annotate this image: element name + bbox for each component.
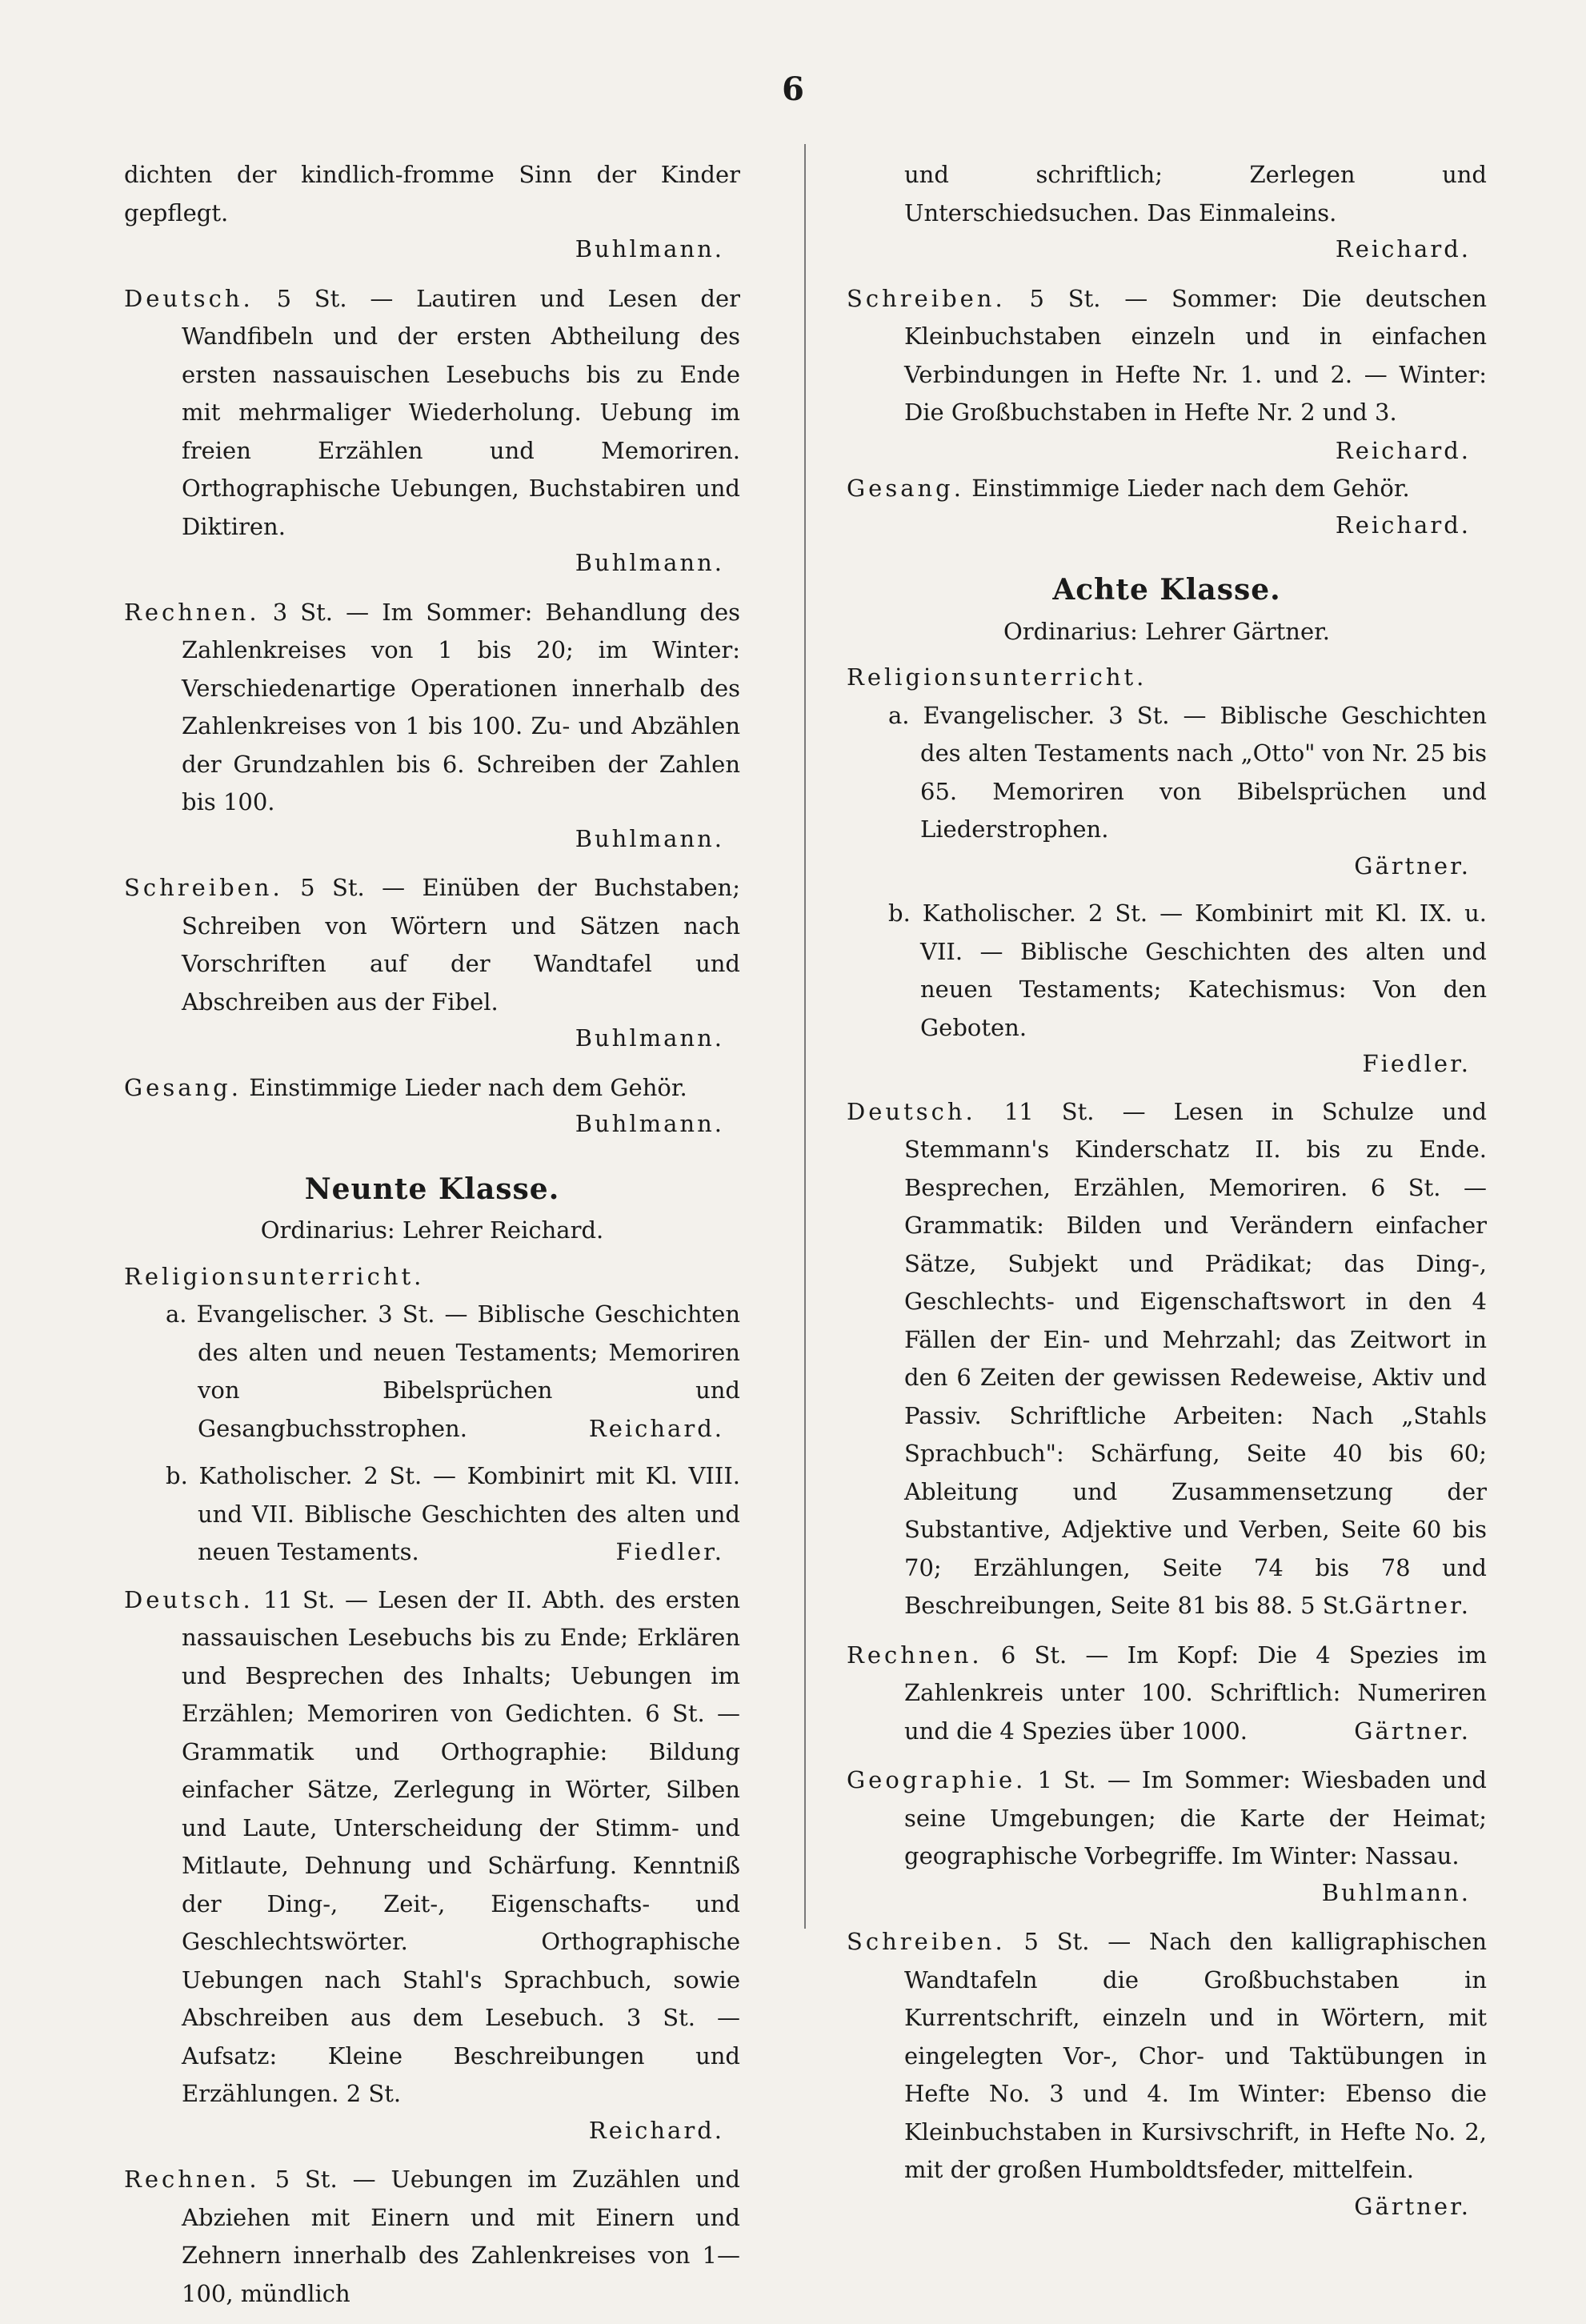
schreiben-entry-neunte [847,280,1487,464]
column-divider [804,144,806,1929]
page-number: 6 [782,70,804,108]
subject-label: Deutsch. [847,1097,976,1125]
rechnen-entry-achte [847,1637,1487,1751]
entry-text: 6 St. — Im Kopf: Die 4 Spezies im Zahlenkreis unter 100. Schriftlich: Numeriren und die 4 Spezies über 1000. [904,1641,1487,1745]
ordinarius-line: Ordinarius: Lehrer Gärtner. [1003,617,1331,645]
signature: Reichard. [1335,235,1471,262]
subject-label: Schreiben. [124,874,283,901]
signature: Buhlmann. [575,235,724,262]
subject-label: Gesang. [124,1073,242,1101]
entry-text: 11 St. — Lesen der II. Abth. des ersten nassauischen Lesebuchs bis zu Ende; Erklären und Besprechen des Inhalts; Uebungen im Erzählen; Memoriren von Gedichten. 6 St. — Grammatik und Orthographie: Bildung einfacher Sätze, Zerlegung in Wörter, Silben und Laute, Unterscheidung der Stimm- und Mitlaute, Dehnung und Schärfung. Kenntniß der Ding-, Zeit-, Eigenschafts- und Geschlechtswörter. Orthographische Uebungen nach Stahl's Sprachbuch, sowie Abschreiben aus dem Lesebuch. 3 St. — Aufsatz: Kleine Beschreibungen und Erzählungen. 2 St. [182,1585,741,2107]
signature: Fiedler. [1362,1050,1471,1077]
religion-a-entry [847,697,1487,886]
item-marker: b. [166,1462,188,1489]
item-marker: a. [888,701,910,729]
rechnen-entry-ix [124,594,740,859]
religion-a-entry [124,1296,740,1448]
signature: Buhlmann. [575,1024,724,1052]
class-heading-neunte: Neunte Klasse. [304,1172,560,1206]
signature: Buhlmann. [575,1110,724,1137]
signature: Gärtner. [1354,851,1471,880]
subject-label: Schreiben. [847,1928,1006,1955]
subject-label: Rechnen. [847,1641,983,1669]
entry-text: Katholischer. 2 St. — Kombinirt mit Kl. VIII. und VII. Biblische Geschichten des alten und neuen Testaments. [198,1462,740,1565]
religion-title: Religionsunterricht. [124,1262,425,1290]
religion-title: Religionsunterricht. [847,663,1147,691]
subject-label: Gesang. [847,475,964,502]
signature: Buhlmann. [575,824,724,852]
continuation-text: und schriftlich; Zerlegen und Unterschiedsuchen. Das Einmaleins. [904,161,1487,226]
entry-text: 5 St. — Nach den kalligraphischen Wandtafeln die Großbuchstaben in Kurrentschrift, einzeln und in Wörtern, mit eingelegten Vor-, Chor- und Taktübungen in Hefte No. 3 und 4. Im Winter: Ebenso die Kleinbuchstaben in Kursivschrift, in Hefte No. 2, mit der großen Humboldtsfeder, mittelfein. [904,1928,1488,2183]
left-column [124,156,740,2324]
entry-text: 1 St. — Im Sommer: Wiesbaden und seine Umgebungen; die Karte der Heimat; geographische Vorbegriffe. Im Winter: Nassau. [904,1766,1487,1869]
ordinarius-line: Ordinarius: Lehrer Reichard. [260,1216,604,1244]
gesang-entry-ix [124,1069,740,1144]
gesang-entry-neunte [847,470,1487,544]
item-marker: b. [888,900,911,927]
subject-label: Rechnen. [124,2166,260,2193]
rechnen-entry-neunte [124,2161,740,2313]
signature: Buhlmann. [1321,1878,1471,1906]
deutsch-entry-achte [847,1093,1487,1625]
signature: Fiedler. [615,1538,724,1565]
religion-b-entry [847,895,1487,1084]
subject-label: Deutsch. [124,1585,254,1613]
signature: Reichard. [1335,436,1471,464]
right-column [847,156,1487,2237]
entry-text: 5 St. — Sommer: Die deutschen Kleinbuchstaben einzeln und in einfachen Verbindungen in Hefte Nr. 1. und 2. — Winter: Die Großbuchstaben in Hefte Nr. 2 und 3. [904,284,1487,426]
signature: Gärtner. [1354,1592,1471,1619]
deutsch-entry-neunte [124,1581,740,2150]
signature: Reichard. [1335,511,1471,539]
signature: Buhlmann. [575,549,724,576]
entry-text: 5 St. — Einüben der Buchstaben; Schreiben von Wörtern und Sätzen nach Vorschriften auf der Wandtafel und Abschreiben aus der Fibel. [182,874,741,1016]
entry-text: Evangelischer. 3 St. — Biblische Geschichten des alten und neuen Testaments; Memoriren von Bibelsprüchen und Gesangbuchsstrophen. [196,1300,740,1442]
signature: Reichard. [588,1414,724,1442]
subject-label: Geographie. [847,1766,1027,1793]
continuation-paragraph [847,156,1487,269]
subject-label: Rechnen. [124,598,260,626]
deutsch-entry-ix [124,280,740,583]
schreiben-entry-achte [847,1923,1487,2226]
signature: Gärtner. [1354,2192,1471,2220]
entry-text: Evangelischer. 3 St. — Biblische Geschichten des alten Testaments nach „Otto" von Nr. 25 bis 65. Memoriren von Bibelsprüchen und Liederstrophen. [920,701,1487,843]
entry-text: Katholischer. 2 St. — Kombinirt mit Kl. IX. u. VII. — Biblische Geschichten des alten und neuen Testaments; Katechismus: Von den Geboten. [920,900,1488,1041]
subject-label: Deutsch. [124,284,254,312]
entry-text: 5 St. — Lautiren und Lesen der Wandfibeln und der ersten Abtheilung des ersten nassauischen Lesebuchs bis zu Ende mit mehrmaliger Wiederholung. Uebung im freien Erzählen und Memoriren. Orthographische Uebungen, Buchstabiren und Diktiren. [182,284,740,540]
item-marker: a. [166,1300,187,1328]
entry-text: Einstimmige Lieder nach dem Gehör. [971,475,1410,502]
intro-text: dichten der kindlich-fromme Sinn der Kinder gepflegt. [124,161,740,226]
geographie-entry-achte [847,1761,1487,1912]
entry-text: 3 St. — Im Sommer: Behandlung des Zahlenkreises von 1 bis 20; im Winter: Verschiedenartige Operationen innerhalb des Zahlenkreises von 1 bis 100. Zu- und Abzählen der Grundzahlen bis 6. Schreiben der Zahlen bis 100. [182,598,741,815]
entry-text: 11 St. — Lesen in Schulze und Stemmann's Kinderschatz II. bis zu Ende. Besprechen, Erzählen, Memoriren. 6 St. — Grammatik: Bilden und Verändern einfacher Sätze, Subjekt und Prädikat; das Ding-, Geschlechts- und Eigenschaftswort in den 4 Fällen der Ein- und Mehrzahl; das Zeitwort in den 6 Zeiten der gewissen Redeweise, Aktiv und Passiv. Schriftliche Arbeiten: Nach „Stahls Sprachbuch": Schärfung, Seite 40 bis 60; Ableitung und Zusammensetzung der Substantive, Adjektive und Verben, Seite 60 bis 70; Erzählungen, Seite 74 bis 78 und Beschreibungen, Seite 81 bis 88. 5 St. [904,1097,1488,1619]
religion-b-entry [124,1457,740,1572]
signature: Gärtner. [1354,1717,1471,1745]
entry-text: Einstimmige Lieder nach dem Gehör. [249,1073,687,1101]
intro-paragraph [124,156,740,269]
signature: Reichard. [588,2116,724,2144]
subject-label: Schreiben. [847,284,1006,312]
schreiben-entry-ix [124,869,740,1058]
entry-text: 5 St. — Uebungen im Zuzählen und Abziehen mit Einern und mit Einern und Zehnern innerhalb des Zahlenkreises von 1—100, mündlich [182,2166,740,2307]
class-heading-achte: Achte Klasse. [1052,573,1281,607]
